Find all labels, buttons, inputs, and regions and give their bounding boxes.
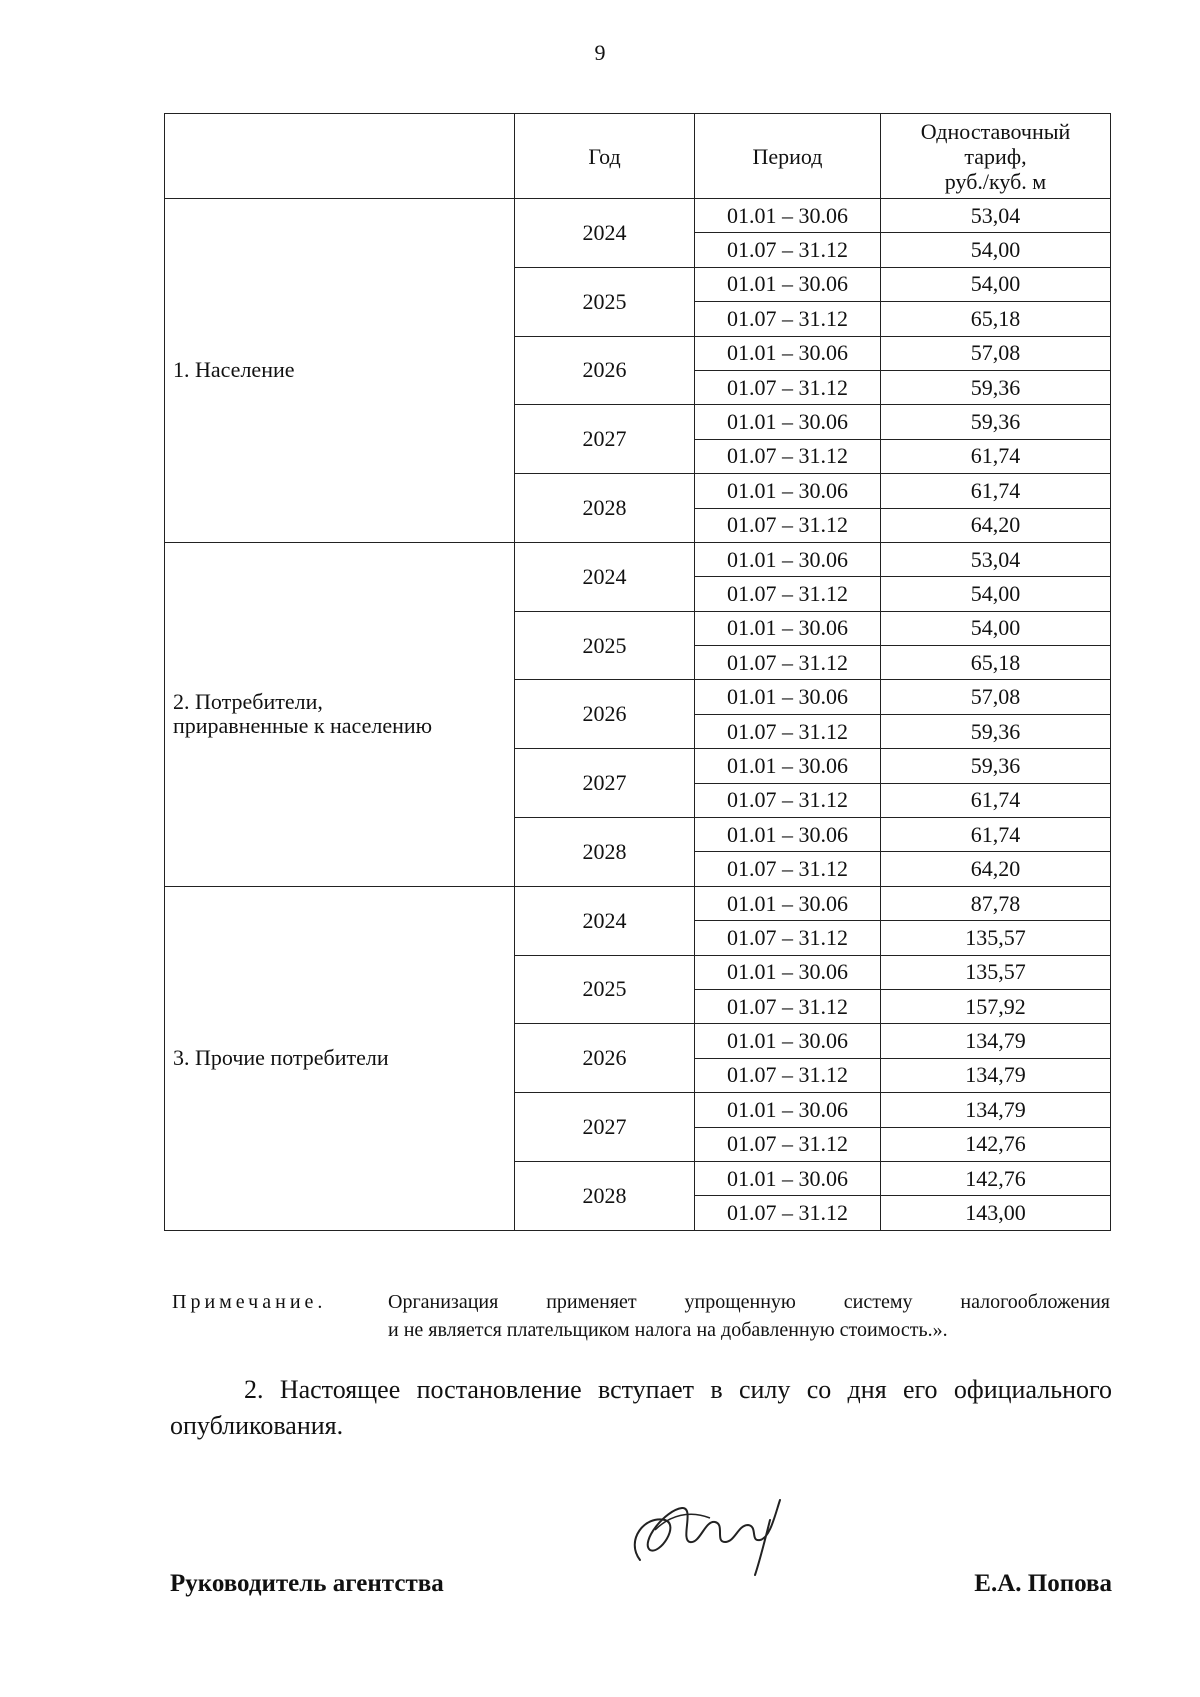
period-cell: 01.01 – 30.06 [695, 474, 881, 508]
period-cell: 01.01 – 30.06 [695, 267, 881, 301]
table-row [165, 886, 1111, 920]
tariff-cell: 54,00 [881, 267, 1111, 301]
header-period: Период [695, 114, 881, 199]
period-cell: 01.01 – 30.06 [695, 405, 881, 439]
period-cell: 01.01 – 30.06 [695, 955, 881, 989]
period-cell: 01.01 – 30.06 [695, 611, 881, 645]
period-cell: 01.07 – 31.12 [695, 1127, 881, 1161]
period-cell: 01.07 – 31.12 [695, 370, 881, 404]
period-cell: 01.01 – 30.06 [695, 680, 881, 714]
year-cell: 2028 [515, 818, 695, 887]
period-cell: 01.07 – 31.12 [695, 439, 881, 473]
tariff-cell: 59,36 [881, 749, 1111, 783]
tariff-cell: 61,74 [881, 439, 1111, 473]
tariff-cell: 135,57 [881, 921, 1111, 955]
tariff-cell: 59,36 [881, 370, 1111, 404]
tariff-cell: 59,36 [881, 714, 1111, 748]
period-cell: 01.07 – 31.12 [695, 714, 881, 748]
period-cell: 01.01 – 30.06 [695, 336, 881, 370]
category-cell [165, 542, 515, 886]
header-tariff-line2: тариф, [964, 143, 1027, 169]
period-cell: 01.01 – 30.06 [695, 542, 881, 576]
period-cell: 01.07 – 31.12 [695, 852, 881, 886]
tariff-cell: 157,92 [881, 989, 1111, 1023]
period-cell: 01.07 – 31.12 [695, 783, 881, 817]
year-cell: 2025 [515, 611, 695, 680]
tariff-cell: 59,36 [881, 405, 1111, 439]
period-cell: 01.07 – 31.12 [695, 989, 881, 1023]
tariff-cell: 64,20 [881, 508, 1111, 542]
tariff-cell: 54,00 [881, 233, 1111, 267]
tariff-cell: 64,20 [881, 852, 1111, 886]
header-tariff [881, 114, 1111, 199]
year-cell: 2024 [515, 886, 695, 955]
tariff-table [164, 113, 1111, 1231]
year-cell: 2024 [515, 199, 695, 268]
tariff-cell: 57,08 [881, 336, 1111, 370]
header-category [165, 114, 515, 199]
note-text-line2: и не является плательщиком налога на добавленную стоимость.». [388, 1319, 948, 1341]
handwritten-signature [620, 1480, 800, 1590]
period-cell: 01.07 – 31.12 [695, 508, 881, 542]
page-number: 9 [594, 40, 606, 65]
category-label-line1: 1. Население [173, 357, 295, 383]
tariff-cell: 61,74 [881, 474, 1111, 508]
period-cell: 01.07 – 31.12 [695, 1058, 881, 1092]
period-cell: 01.01 – 30.06 [695, 749, 881, 783]
period-cell: 01.07 – 31.12 [695, 921, 881, 955]
category-label-line1: 3. Прочие потребители [173, 1045, 389, 1071]
period-cell: 01.07 – 31.12 [695, 233, 881, 267]
period-cell: 01.07 – 31.12 [695, 1196, 881, 1230]
tariff-cell: 134,79 [881, 1093, 1111, 1127]
tariff-cell: 61,74 [881, 783, 1111, 817]
year-cell: 2027 [515, 405, 695, 474]
table-row [165, 199, 1111, 233]
year-cell: 2025 [515, 955, 695, 1024]
clause-line2: опубликования. [170, 1411, 344, 1440]
year-cell: 2027 [515, 1093, 695, 1162]
tariff-cell: 65,18 [881, 646, 1111, 680]
period-cell: 01.01 – 30.06 [695, 1024, 881, 1058]
tariff-cell: 142,76 [881, 1161, 1111, 1195]
category-label-line1: 2. Потребители, [173, 689, 323, 715]
tariff-cell: 53,04 [881, 542, 1111, 576]
header-tariff-line1: Одноставочный [920, 118, 1071, 144]
note-label: Примечание. [172, 1291, 327, 1313]
year-cell: 2024 [515, 542, 695, 611]
year-cell: 2026 [515, 1024, 695, 1093]
period-cell: 01.07 – 31.12 [695, 577, 881, 611]
year-cell: 2027 [515, 749, 695, 818]
tariff-cell: 143,00 [881, 1196, 1111, 1230]
period-cell: 01.01 – 30.06 [695, 818, 881, 852]
tariff-cell: 135,57 [881, 955, 1111, 989]
category-label-line2: приравненные к населению [173, 713, 433, 739]
year-cell: 2028 [515, 1161, 695, 1230]
tariff-cell: 54,00 [881, 611, 1111, 645]
note-text-line1: Организация применяет упрощенную систему налогообложения [388, 1291, 1110, 1313]
signer-name: Е.А. Попова [974, 1570, 1112, 1597]
period-cell: 01.01 – 30.06 [695, 1093, 881, 1127]
tariff-cell: 54,00 [881, 577, 1111, 611]
tariff-cell: 61,74 [881, 818, 1111, 852]
header-year: Год [515, 114, 695, 199]
period-cell: 01.07 – 31.12 [695, 302, 881, 336]
year-cell: 2026 [515, 680, 695, 749]
tariff-cell: 65,18 [881, 302, 1111, 336]
period-cell: 01.07 – 31.12 [695, 646, 881, 680]
tariff-cell: 53,04 [881, 199, 1111, 233]
clause-2 [170, 1372, 1112, 1444]
table-row [165, 542, 1111, 576]
table-header-row [165, 114, 1111, 199]
period-cell: 01.01 – 30.06 [695, 886, 881, 920]
category-cell [165, 886, 515, 1230]
header-tariff-line3: руб./куб. м [944, 168, 1047, 194]
year-cell: 2028 [515, 474, 695, 543]
signer-title: Руководитель агентства [170, 1570, 444, 1597]
category-cell [165, 199, 515, 543]
tariff-cell: 57,08 [881, 680, 1111, 714]
tariff-table-body [165, 199, 1111, 1231]
tariff-cell: 134,79 [881, 1024, 1111, 1058]
clause-line1: 2. Настоящее постановление вступает в силу со дня его официального [244, 1375, 1112, 1404]
tariff-cell: 87,78 [881, 886, 1111, 920]
tariff-cell: 134,79 [881, 1058, 1111, 1092]
period-cell: 01.01 – 30.06 [695, 199, 881, 233]
year-cell: 2025 [515, 267, 695, 336]
year-cell: 2026 [515, 336, 695, 405]
tariff-cell: 142,76 [881, 1127, 1111, 1161]
period-cell: 01.01 – 30.06 [695, 1161, 881, 1195]
